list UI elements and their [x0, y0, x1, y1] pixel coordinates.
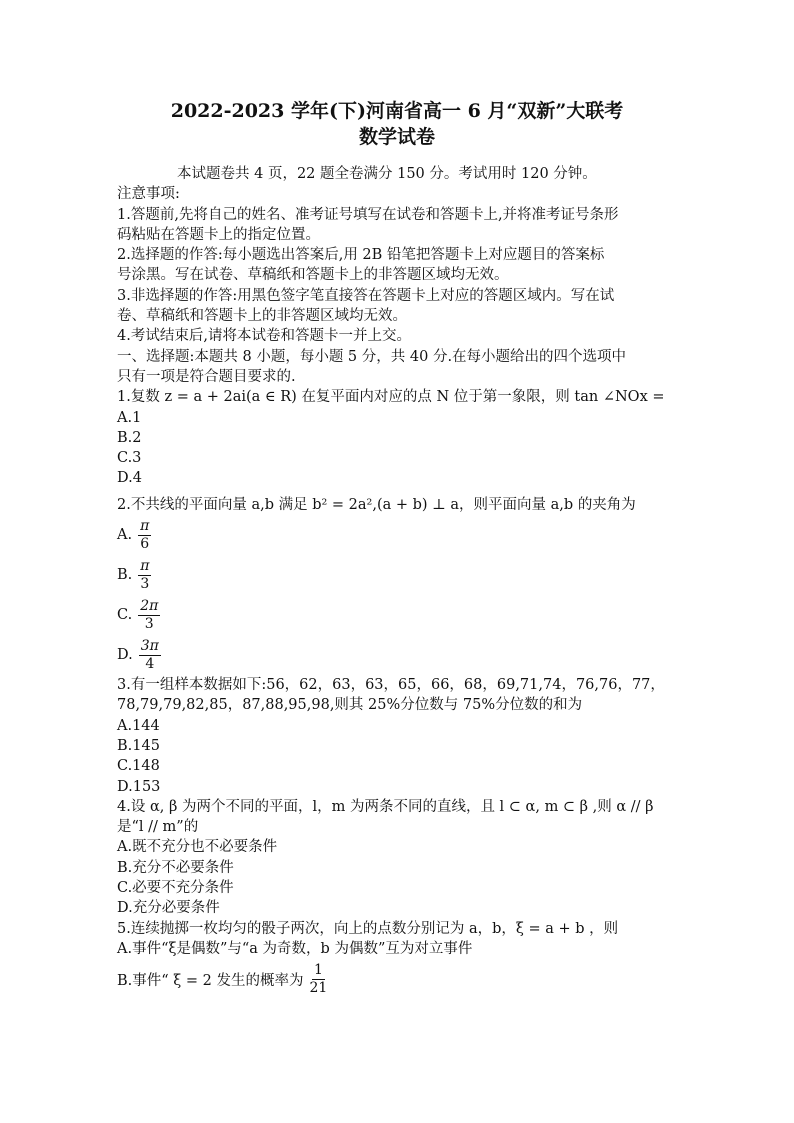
option-label: C.	[117, 607, 133, 624]
notice-line: 码粘贴在答题卡上的指定位置。	[117, 226, 320, 243]
q3-option-b: B.145	[117, 737, 160, 754]
q2-option-d	[117, 635, 677, 675]
notice-line: 卷、草稿纸和答题卡上的非答题区域均无效。	[117, 308, 407, 325]
question-4-stem-cont: 是“l // m”的	[117, 819, 199, 836]
exam-subtitle: 数学试卷	[358, 126, 435, 148]
option-text: B.事件“ ξ = 2 发生的概率为	[117, 972, 304, 989]
numerator: π	[140, 557, 150, 574]
denominator: 4	[145, 655, 155, 672]
q3-option-c: C.148	[117, 758, 160, 775]
numerator: 2π	[140, 597, 159, 614]
q2-option-c	[117, 595, 677, 635]
denominator: 3	[144, 615, 154, 632]
notice-line: 2.选择题的作答:每小题选出答案后,用 2B 铅笔把答题卡上对应题目的答案标	[117, 247, 605, 264]
fraction	[139, 638, 161, 673]
question-3-stem-cont: 78,79,79,82,85，87,88,95,98,则其 25%分位数与 75%分位数的和为	[117, 697, 583, 714]
q5-option-b	[117, 959, 677, 999]
notice-line: 1.答题前,先将自己的姓名、准考证号填写在试卷和答题卡上,并将准考证号条形	[117, 206, 619, 223]
fraction	[309, 962, 327, 997]
q4-option-d: D.充分必要条件	[117, 900, 220, 917]
option-label: D.	[117, 647, 133, 664]
section-heading: 只有一项是符合题目要求的.	[117, 368, 296, 385]
exam-title: 2022-2023 学年(下)河南省高一 6 月“双新”大联考	[170, 100, 624, 122]
q3-option-a: A.144	[117, 717, 160, 734]
q4-option-c: C.必要不充分条件	[117, 880, 234, 897]
notice-line: 4.考试结束后,请将本试卷和答题卡一并上交。	[117, 328, 411, 345]
q4-option-b: B.充分不必要条件	[117, 859, 234, 876]
denominator: 6	[140, 535, 150, 552]
q4-option-a: A.既不充分也不必要条件	[117, 839, 278, 856]
option-label: A.	[117, 527, 133, 544]
question-5-stem: 5.连续抛掷一枚均匀的骰子两次，向上的点数分别记为 a，b，ξ = a + b ，则	[117, 920, 619, 937]
numerator: 1	[313, 961, 323, 978]
question-2-stem: 2.不共线的平面向量 a,b 满足 b² = 2a²,(a + b) ⊥ a，则平面向量 a,b 的夹角为	[117, 496, 636, 513]
notice-line: 3.非选择题的作答:用黑色签字笔直接答在答题卡上对应的答题区域内。写在试	[117, 287, 615, 304]
fraction	[138, 518, 151, 553]
numerator: 3π	[140, 637, 159, 654]
fraction	[138, 598, 160, 633]
q2-option-a	[117, 515, 677, 555]
exam-page	[117, 98, 677, 999]
question-1-stem: 1.复数 z = a + 2ai(a ∈ R) 在复平面内对应的点 N 位于第一象限，则 tan ∠NOx =	[117, 389, 665, 406]
denominator: 3	[140, 575, 150, 592]
notice-line: 号涂黑。写在试卷、草稿纸和答题卡上的非答题区域均无效。	[117, 267, 509, 284]
q1-option-a: A.1	[117, 409, 142, 426]
intro-text: 本试题卷共 4 页，22 题全卷满分 150 分。考试用时 120 分钟。	[177, 166, 597, 182]
section-heading: 一、选择题:本题共 8 小题，每小题 5 分，共 40 分.在每小题给出的四个选项中	[117, 348, 627, 365]
q2-option-b	[117, 555, 677, 595]
numerator: π	[140, 517, 150, 534]
q1-option-b: B.2	[117, 429, 142, 446]
q1-option-c: C.3	[117, 450, 142, 467]
option-label: B.	[117, 567, 133, 584]
question-4-stem: 4.设 α, β 为两个不同的平面，l，m 为两条不同的直线，且 l ⊂ α, m ⊂ β ,则 α // β	[117, 798, 654, 815]
q3-option-d: D.153	[117, 778, 161, 795]
notice-heading: 注意事项:	[117, 186, 180, 203]
fraction	[138, 558, 151, 593]
question-3-stem: 3.有一组样本数据如下:56，62，63，63，65，66，68，69,71,74，76,76，77，	[117, 677, 665, 694]
denominator: 21	[309, 979, 328, 996]
q5-option-a: A.事件“ξ是偶数”与“a 为奇数，b 为偶数”互为对立事件	[117, 940, 473, 957]
q1-option-d: D.4	[117, 470, 142, 487]
